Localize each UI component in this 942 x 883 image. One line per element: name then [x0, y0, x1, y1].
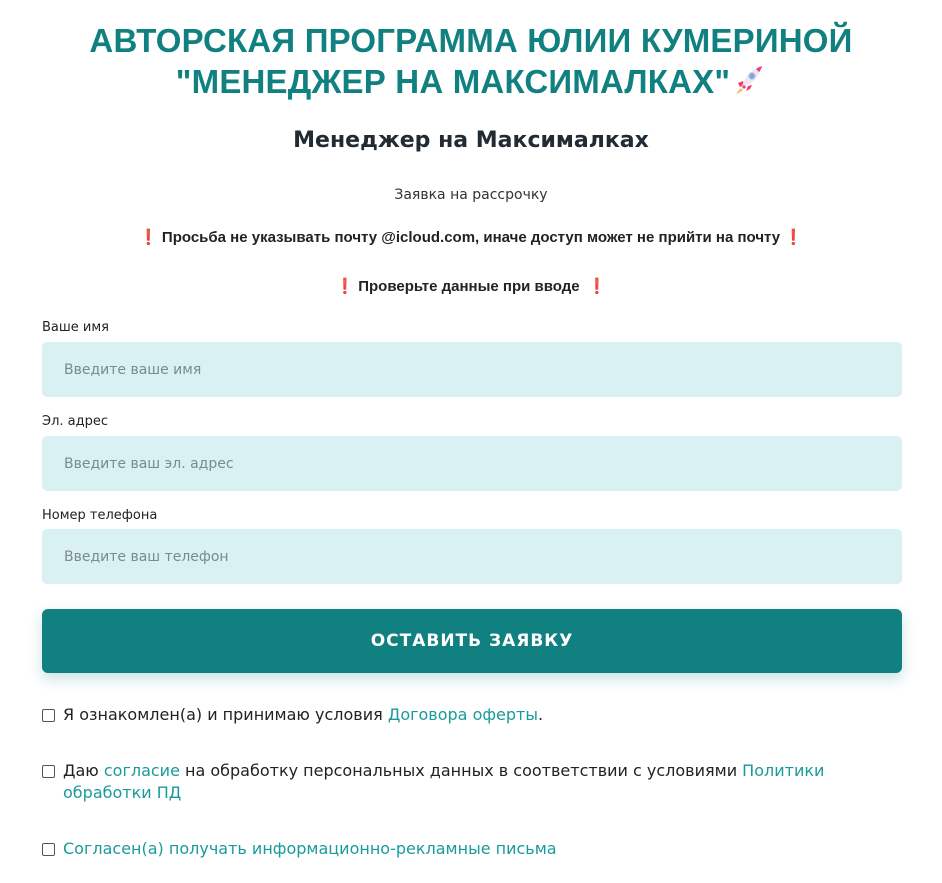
icloud-warning [0, 228, 942, 246]
offer-agreement-text: Я ознакомлен(а) и принимаю условия [63, 705, 388, 724]
phone-input[interactable] [42, 529, 902, 584]
offer-contract-link[interactable]: Договора оферты [387, 705, 538, 724]
form-subtitle: Заявка на рассрочку [394, 187, 548, 203]
newsletter-consent-label [42, 838, 882, 860]
offer-agreement-label [42, 704, 882, 726]
newsletter-consent-link[interactable]: Согласен(а) получать информационно-рекламные письма [63, 839, 557, 858]
name-label: Ваше имя [42, 320, 109, 335]
program-title [0, 20, 942, 102]
check-data-warning [0, 277, 942, 295]
rocket-icon [732, 63, 766, 97]
submit-application-button[interactable]: ОСТАВИТЬ ЗАЯВКУ [42, 609, 902, 673]
exclamation-icon: ❗ [784, 229, 803, 246]
privacy-policy-link[interactable]: Политики обработки ПД [63, 761, 825, 802]
consent-text-before: Даю [63, 761, 104, 780]
email-label: Эл. адрес [42, 414, 109, 429]
title-line-2: "МЕНЕДЖЕР НА МАКСИМАЛКАХ" [175, 63, 731, 100]
offer-agreement-row [42, 704, 882, 726]
consent-text-middle: на обработку персональных данных в соответствии с условиями [179, 761, 743, 780]
phone-label: Номер телефона [42, 508, 158, 523]
exclamation-icon: ❗ [335, 278, 355, 295]
personal-data-consent-label [42, 760, 882, 804]
personal-data-consent-checkbox[interactable] [42, 765, 55, 778]
name-input[interactable] [42, 342, 902, 397]
offer-agreement-period: . [537, 705, 544, 724]
newsletter-consent-row [42, 838, 882, 860]
title-line-1: АВТОРСКАЯ ПРОГРАММА ЮЛИИ КУМЕРИНОЙ [89, 22, 853, 59]
icloud-warning-text: Просьба не указывать почту @icloud.com, иначе доступ может не прийти на почту [161, 229, 781, 246]
form-title: Менеджер на Максималках [293, 128, 649, 153]
offer-agreement-checkbox[interactable] [42, 709, 55, 722]
email-input[interactable] [42, 436, 902, 491]
newsletter-consent-checkbox[interactable] [42, 843, 55, 856]
exclamation-icon: ❗ [139, 229, 158, 246]
personal-data-consent-row [42, 760, 882, 804]
check-data-warning-text: Проверьте данные при вводе [358, 278, 580, 295]
consent-link[interactable]: согласие [103, 761, 180, 780]
exclamation-icon: ❗ [587, 278, 607, 295]
